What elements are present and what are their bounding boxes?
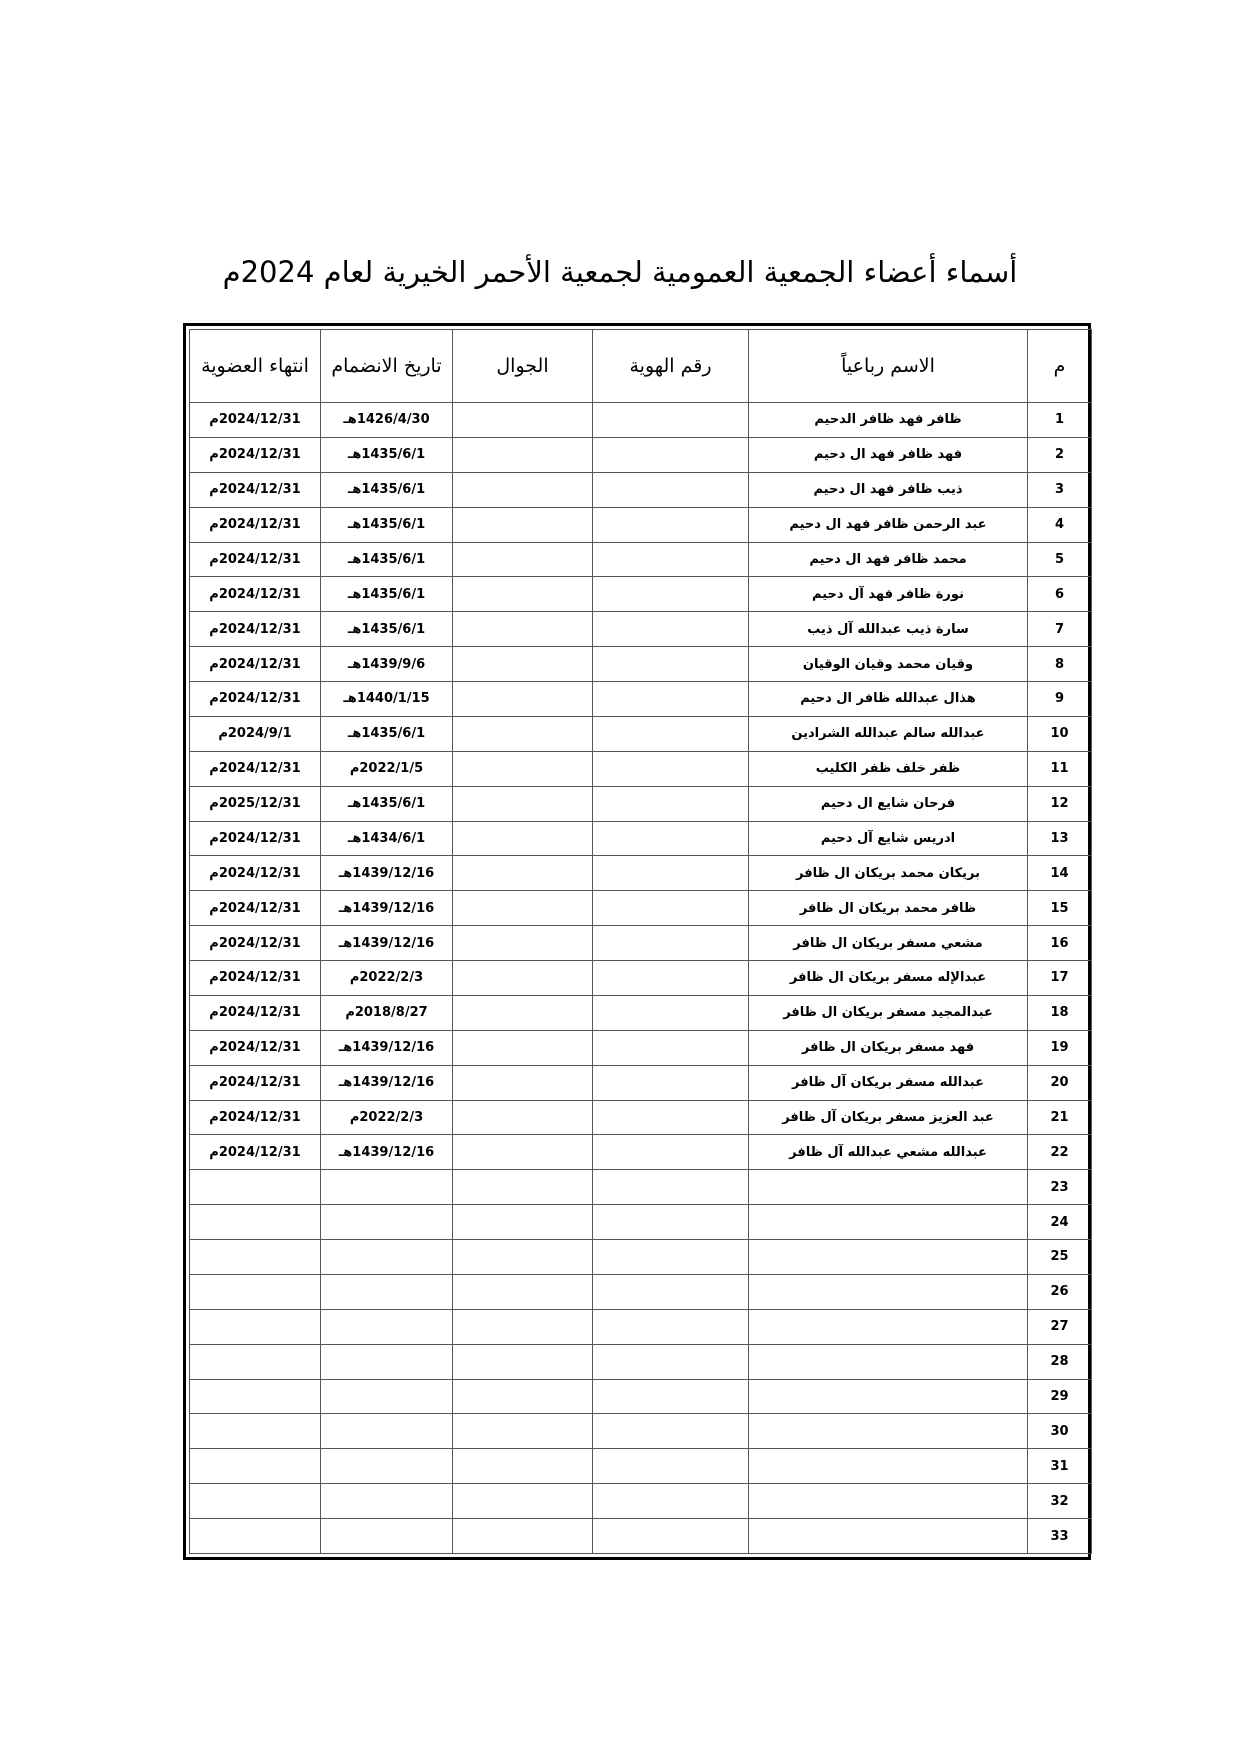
cell-name: فرحان شايع ال دحيم	[749, 786, 1028, 821]
table-row	[190, 856, 1092, 891]
cell-id-number	[593, 786, 749, 821]
cell-membership-end	[190, 1309, 321, 1344]
cell-mobile	[453, 1240, 593, 1275]
cell-id-number	[593, 472, 749, 507]
table-row	[190, 1484, 1092, 1519]
cell-name	[749, 1240, 1028, 1275]
table-row	[190, 1519, 1092, 1554]
table-row	[190, 1030, 1092, 1065]
cell-id-number	[593, 1379, 749, 1414]
cell-name: محمد ظافر فهد ال دحيم	[749, 542, 1028, 577]
cell-number: 28	[1028, 1344, 1092, 1379]
cell-id-number	[593, 507, 749, 542]
cell-name: ادريس شايع آل دحيم	[749, 821, 1028, 856]
cell-name	[749, 1414, 1028, 1449]
cell-join-date	[321, 1484, 453, 1519]
cell-join-date	[321, 1205, 453, 1240]
cell-mobile	[453, 1030, 593, 1065]
cell-join-date: 1435/6/1هـ	[321, 542, 453, 577]
cell-membership-end	[190, 1519, 321, 1554]
cell-join-date: 1439/12/16هـ	[321, 1135, 453, 1170]
cell-mobile	[453, 1274, 593, 1309]
cell-membership-end	[190, 1274, 321, 1309]
cell-join-date	[321, 1240, 453, 1275]
table-row	[190, 961, 1092, 996]
cell-join-date: 1435/6/1هـ	[321, 786, 453, 821]
cell-id-number	[593, 1100, 749, 1135]
cell-name: وقيان محمد وقيان الوقيان	[749, 647, 1028, 682]
cell-id-number	[593, 1414, 749, 1449]
cell-name: عبد الرحمن ظافر فهد ال دحيم	[749, 507, 1028, 542]
cell-mobile	[453, 647, 593, 682]
cell-membership-end: 2024/12/31م	[190, 682, 321, 717]
cell-membership-end	[190, 1240, 321, 1275]
table-row	[190, 995, 1092, 1030]
cell-mobile	[453, 472, 593, 507]
cell-name: عبدالمجيد مسفر بريكان ال ظافر	[749, 995, 1028, 1030]
cell-join-date: 1439/12/16هـ	[321, 856, 453, 891]
cell-join-date: 1439/12/16هـ	[321, 1030, 453, 1065]
cell-number: 3	[1028, 472, 1092, 507]
cell-name	[749, 1449, 1028, 1484]
cell-id-number	[593, 403, 749, 438]
cell-join-date	[321, 1519, 453, 1554]
cell-id-number	[593, 1240, 749, 1275]
members-table-frame	[183, 323, 1091, 1560]
cell-membership-end: 2024/12/31م	[190, 961, 321, 996]
cell-id-number	[593, 1030, 749, 1065]
table-row	[190, 1344, 1092, 1379]
header-join-date: تاريخ الانضمام	[321, 330, 453, 403]
cell-join-date: 1439/12/16هـ	[321, 926, 453, 961]
cell-id-number	[593, 926, 749, 961]
cell-mobile	[453, 961, 593, 996]
cell-mobile	[453, 1519, 593, 1554]
cell-membership-end: 2024/12/31م	[190, 437, 321, 472]
cell-number: 5	[1028, 542, 1092, 577]
cell-membership-end	[190, 1484, 321, 1519]
cell-id-number	[593, 995, 749, 1030]
cell-membership-end	[190, 1344, 321, 1379]
cell-membership-end: 2024/12/31م	[190, 891, 321, 926]
table-row	[190, 926, 1092, 961]
cell-mobile	[453, 403, 593, 438]
cell-membership-end: 2024/12/31م	[190, 507, 321, 542]
cell-membership-end: 2024/12/31م	[190, 577, 321, 612]
cell-number: 19	[1028, 1030, 1092, 1065]
cell-id-number	[593, 647, 749, 682]
cell-mobile	[453, 1309, 593, 1344]
cell-number: 9	[1028, 682, 1092, 717]
cell-name: فهد ظافر فهد ال دحيم	[749, 437, 1028, 472]
cell-mobile	[453, 577, 593, 612]
table-row	[190, 751, 1092, 786]
cell-join-date	[321, 1449, 453, 1484]
table-row	[190, 1205, 1092, 1240]
header-membership-end: انتهاء العضوية	[190, 330, 321, 403]
cell-mobile	[453, 542, 593, 577]
cell-membership-end: 2024/12/31م	[190, 1065, 321, 1100]
cell-membership-end: 2024/12/31م	[190, 821, 321, 856]
cell-mobile	[453, 1379, 593, 1414]
cell-name	[749, 1170, 1028, 1205]
cell-mobile	[453, 1065, 593, 1100]
cell-name: ظافر محمد بريكان ال ظافر	[749, 891, 1028, 926]
cell-mobile	[453, 437, 593, 472]
cell-id-number	[593, 1449, 749, 1484]
cell-mobile	[453, 995, 593, 1030]
cell-number: 1	[1028, 403, 1092, 438]
table-row	[190, 716, 1092, 751]
cell-join-date: 1435/6/1هـ	[321, 716, 453, 751]
header-name: الاسم رباعياًَ	[749, 330, 1028, 403]
table-row	[190, 821, 1092, 856]
cell-number: 16	[1028, 926, 1092, 961]
cell-number: 24	[1028, 1205, 1092, 1240]
cell-number: 12	[1028, 786, 1092, 821]
cell-number: 33	[1028, 1519, 1092, 1554]
cell-id-number	[593, 1065, 749, 1100]
cell-join-date	[321, 1274, 453, 1309]
cell-name	[749, 1344, 1028, 1379]
cell-mobile	[453, 891, 593, 926]
table-row	[190, 507, 1092, 542]
header-id-number: رقم الهوية	[593, 330, 749, 403]
cell-join-date: 1426/4/30هـ	[321, 403, 453, 438]
cell-mobile	[453, 507, 593, 542]
cell-mobile	[453, 926, 593, 961]
cell-membership-end	[190, 1414, 321, 1449]
cell-name: سارة ذيب عبدالله آل ذيب	[749, 612, 1028, 647]
cell-name: هذال عبدالله ظافر ال دحيم	[749, 682, 1028, 717]
table-row	[190, 682, 1092, 717]
cell-join-date: 1435/6/1هـ	[321, 612, 453, 647]
cell-id-number	[593, 821, 749, 856]
table-row	[190, 891, 1092, 926]
cell-name	[749, 1309, 1028, 1344]
table-header-row	[190, 330, 1092, 403]
table-row	[190, 1135, 1092, 1170]
cell-membership-end: 2024/12/31م	[190, 1030, 321, 1065]
table-row	[190, 577, 1092, 612]
cell-id-number	[593, 856, 749, 891]
page-title: أسماء أعضاء الجمعية العمومية لجمعية الأحمر الخيرية لعام 2024م	[222, 255, 1018, 289]
cell-mobile	[453, 1344, 593, 1379]
members-table	[189, 329, 1092, 1554]
cell-name: ظافر فهد ظافر الدحيم	[749, 403, 1028, 438]
cell-id-number	[593, 1205, 749, 1240]
table-row	[190, 403, 1092, 438]
header-mobile: الجوال	[453, 330, 593, 403]
cell-join-date: 1440/1/15هـ	[321, 682, 453, 717]
table-row	[190, 1240, 1092, 1275]
table-row	[190, 1065, 1092, 1100]
cell-number: 22	[1028, 1135, 1092, 1170]
cell-id-number	[593, 1484, 749, 1519]
cell-membership-end: 2024/12/31م	[190, 612, 321, 647]
cell-number: 17	[1028, 961, 1092, 996]
cell-id-number	[593, 961, 749, 996]
cell-number: 25	[1028, 1240, 1092, 1275]
cell-number: 10	[1028, 716, 1092, 751]
header-number: م	[1028, 330, 1092, 403]
cell-id-number	[593, 716, 749, 751]
table-row	[190, 542, 1092, 577]
cell-id-number	[593, 751, 749, 786]
cell-number: 18	[1028, 995, 1092, 1030]
cell-membership-end	[190, 1205, 321, 1240]
cell-number: 30	[1028, 1414, 1092, 1449]
cell-join-date: 1435/6/1هـ	[321, 472, 453, 507]
cell-membership-end	[190, 1170, 321, 1205]
cell-id-number	[593, 437, 749, 472]
cell-id-number	[593, 1344, 749, 1379]
cell-mobile	[453, 1414, 593, 1449]
cell-id-number	[593, 1309, 749, 1344]
cell-number: 32	[1028, 1484, 1092, 1519]
cell-number: 6	[1028, 577, 1092, 612]
cell-join-date: 2022/1/5م	[321, 751, 453, 786]
cell-join-date: 2022/2/3م	[321, 961, 453, 996]
cell-name: ذيب ظافر فهد ال دحيم	[749, 472, 1028, 507]
cell-join-date: 1439/12/16هـ	[321, 1065, 453, 1100]
cell-name	[749, 1519, 1028, 1554]
cell-mobile	[453, 821, 593, 856]
cell-name: عبدالله مشعي عبدالله آل ظافر	[749, 1135, 1028, 1170]
cell-id-number	[593, 542, 749, 577]
cell-join-date: 1439/12/16هـ	[321, 891, 453, 926]
cell-membership-end: 2024/12/31م	[190, 403, 321, 438]
cell-join-date	[321, 1379, 453, 1414]
cell-membership-end: 2024/12/31م	[190, 926, 321, 961]
table-row	[190, 1170, 1092, 1205]
cell-id-number	[593, 1135, 749, 1170]
cell-membership-end	[190, 1449, 321, 1484]
cell-join-date: 2022/2/3م	[321, 1100, 453, 1135]
cell-mobile	[453, 682, 593, 717]
cell-number: 11	[1028, 751, 1092, 786]
cell-mobile	[453, 856, 593, 891]
cell-membership-end: 2024/12/31م	[190, 542, 321, 577]
cell-name: ظفر خلف ظفر الكليب	[749, 751, 1028, 786]
cell-name: فهد مسفر بريكان ال ظافر	[749, 1030, 1028, 1065]
cell-mobile	[453, 1449, 593, 1484]
cell-join-date	[321, 1344, 453, 1379]
cell-join-date	[321, 1414, 453, 1449]
cell-name	[749, 1484, 1028, 1519]
table-row	[190, 612, 1092, 647]
cell-number: 15	[1028, 891, 1092, 926]
cell-number: 23	[1028, 1170, 1092, 1205]
cell-id-number	[593, 891, 749, 926]
cell-mobile	[453, 786, 593, 821]
cell-name	[749, 1274, 1028, 1309]
table-row	[190, 1274, 1092, 1309]
cell-join-date	[321, 1309, 453, 1344]
cell-join-date: 1434/6/1هـ	[321, 821, 453, 856]
cell-name	[749, 1379, 1028, 1414]
cell-name: عبدالله سالم عبدالله الشرادين	[749, 716, 1028, 751]
cell-id-number	[593, 577, 749, 612]
cell-mobile	[453, 716, 593, 751]
table-row	[190, 472, 1092, 507]
cell-name	[749, 1205, 1028, 1240]
cell-mobile	[453, 1135, 593, 1170]
cell-membership-end: 2024/12/31م	[190, 995, 321, 1030]
cell-membership-end: 2024/12/31م	[190, 472, 321, 507]
cell-number: 27	[1028, 1309, 1092, 1344]
table-row	[190, 647, 1092, 682]
cell-join-date: 1435/6/1هـ	[321, 577, 453, 612]
cell-name: عبدالله مسفر بريكان آل ظافر	[749, 1065, 1028, 1100]
cell-id-number	[593, 1519, 749, 1554]
table-row	[190, 1414, 1092, 1449]
cell-name: مشعي مسفر بريكان ال ظافر	[749, 926, 1028, 961]
table-row	[190, 1309, 1092, 1344]
cell-name: عبد العزيز مسفر بريكان آل ظافر	[749, 1100, 1028, 1135]
cell-name: نورة ظافر فهد آل دحيم	[749, 577, 1028, 612]
cell-name: عبدالإله مسفر بريكان ال ظافر	[749, 961, 1028, 996]
cell-mobile	[453, 751, 593, 786]
cell-number: 26	[1028, 1274, 1092, 1309]
cell-id-number	[593, 1274, 749, 1309]
table-row	[190, 437, 1092, 472]
cell-membership-end	[190, 1379, 321, 1414]
cell-membership-end: 2024/9/1م	[190, 716, 321, 751]
cell-number: 31	[1028, 1449, 1092, 1484]
cell-id-number	[593, 1170, 749, 1205]
table-row	[190, 1379, 1092, 1414]
cell-membership-end: 2025/12/31م	[190, 786, 321, 821]
table-row	[190, 1449, 1092, 1484]
cell-join-date: 1439/9/6هـ	[321, 647, 453, 682]
cell-join-date: 1435/6/1هـ	[321, 507, 453, 542]
cell-id-number	[593, 612, 749, 647]
cell-mobile	[453, 1205, 593, 1240]
cell-number: 4	[1028, 507, 1092, 542]
cell-membership-end: 2024/12/31م	[190, 751, 321, 786]
cell-number: 8	[1028, 647, 1092, 682]
table-row	[190, 1100, 1092, 1135]
cell-id-number	[593, 682, 749, 717]
cell-membership-end: 2024/12/31م	[190, 856, 321, 891]
cell-mobile	[453, 1484, 593, 1519]
cell-number: 21	[1028, 1100, 1092, 1135]
cell-membership-end: 2024/12/31م	[190, 1100, 321, 1135]
table-row	[190, 786, 1092, 821]
cell-number: 13	[1028, 821, 1092, 856]
cell-join-date	[321, 1170, 453, 1205]
cell-number: 7	[1028, 612, 1092, 647]
cell-number: 20	[1028, 1065, 1092, 1100]
cell-membership-end: 2024/12/31م	[190, 647, 321, 682]
cell-join-date: 1435/6/1هـ	[321, 437, 453, 472]
table-body	[190, 403, 1092, 1554]
cell-number: 14	[1028, 856, 1092, 891]
cell-mobile	[453, 1100, 593, 1135]
cell-name: بريكان محمد بريكان ال ظافر	[749, 856, 1028, 891]
cell-number: 29	[1028, 1379, 1092, 1414]
cell-mobile	[453, 612, 593, 647]
cell-join-date: 2018/8/27م	[321, 995, 453, 1030]
cell-number: 2	[1028, 437, 1092, 472]
cell-membership-end: 2024/12/31م	[190, 1135, 321, 1170]
cell-mobile	[453, 1170, 593, 1205]
